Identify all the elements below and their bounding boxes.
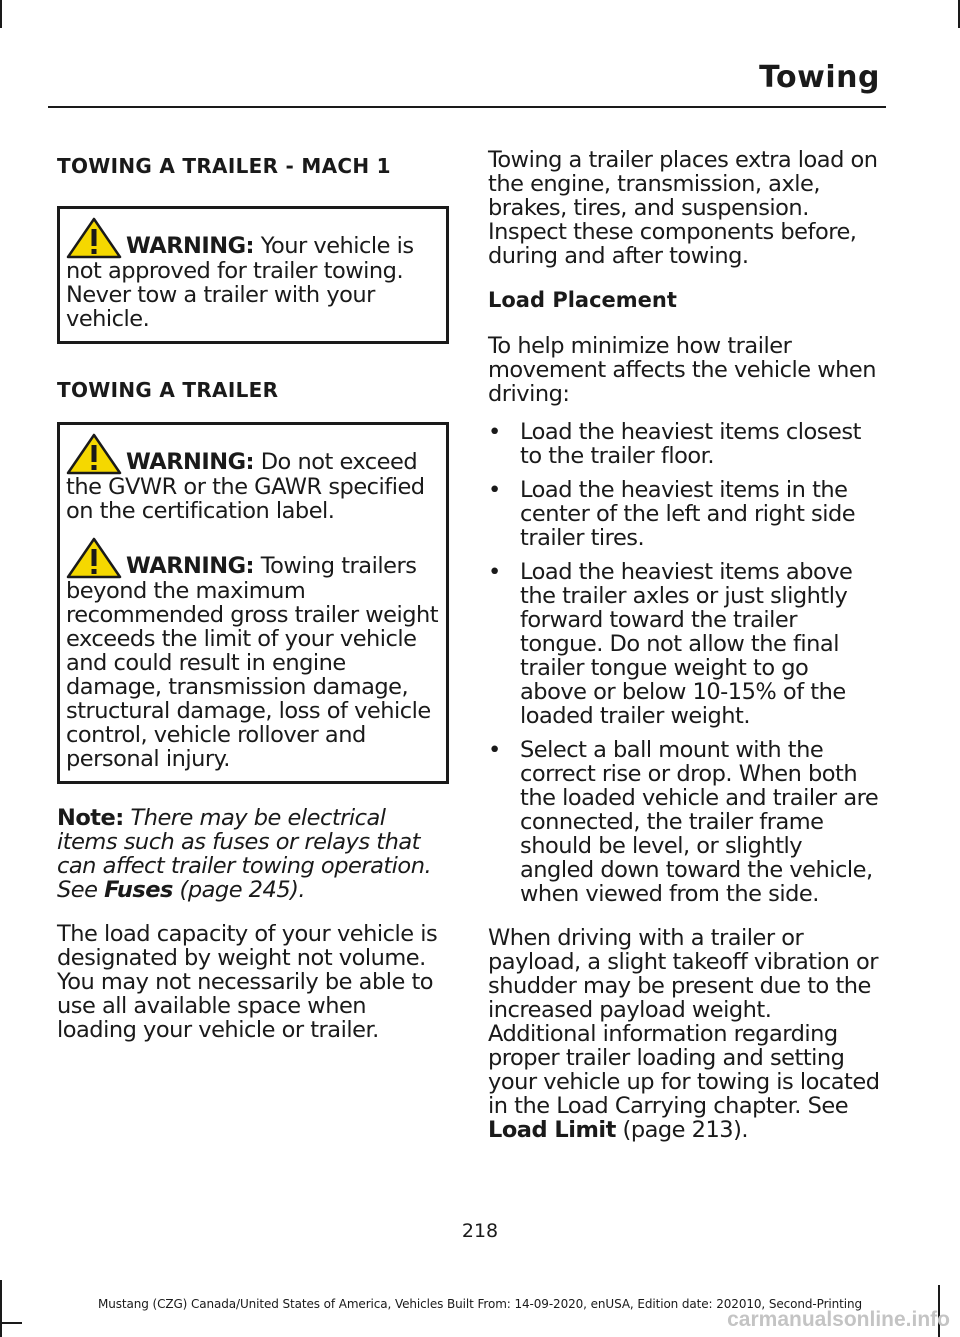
footer-edition-info: Mustang (CZG) Canada/United States of America, Vehicles Built From: 14-09-2020, enUSA, Edition date: 202010, Second-Printing <box>97 1297 863 1311</box>
list-item-text: Select a ball mount with the correct rise or drop. When both the loaded vehicle and trailer are connected, the trailer frame should be level, or slightly angled down toward the vehicle, when viewed from the side. <box>520 737 879 907</box>
list-item <box>488 738 880 906</box>
warning-box-towing <box>57 422 449 784</box>
page-number: 218 <box>461 1220 499 1242</box>
page-header-title: Towing <box>759 60 880 95</box>
warning-triangle-icon <box>66 537 122 579</box>
warning-text: Towing trailers beyond the maximum recommended gross trailer weight exceeds the limit of your vehicle and could result in engine damage, transmission damage, structural damage, loss of vehicle control, vehicle rollover and personal injury. <box>66 553 439 772</box>
bullet-icon: • <box>488 419 501 445</box>
warning-text: Your vehicle is not approved for trailer towing. Never tow a trailer with your vehicle. <box>66 233 414 332</box>
list-item-text: Load the heaviest items in the center of the left and right side trailer tires. <box>520 477 856 551</box>
warning-label: WARNING: <box>126 553 255 579</box>
crop-mark-bottom-left-h <box>0 1322 22 1324</box>
list-item-text: Load the heaviest items closest to the trailer floor. <box>520 419 861 469</box>
bullet-icon: • <box>488 559 501 585</box>
left-column <box>57 148 449 1062</box>
warning-triangle-icon <box>66 217 122 259</box>
warning-label: WARNING: <box>126 449 255 475</box>
note-label: Note: <box>57 805 124 831</box>
intro-paragraph: Towing a trailer places extra load on the engine, transmission, axle, brakes, tires, and suspension. Inspect these components before, during and after towing. <box>488 147 878 269</box>
bullet-icon: • <box>488 737 501 763</box>
heading-towing-mach1: TOWING A TRAILER - MACH 1 <box>57 154 391 178</box>
note-text: There may be electrical items such as fuses or relays that can affect trailer towing operation. See <box>57 805 432 903</box>
heading-towing-trailer: TOWING A TRAILER <box>57 378 279 402</box>
list-item <box>488 478 880 550</box>
heading-load-placement: Load Placement <box>488 288 677 312</box>
warning-triangle-icon <box>66 433 122 475</box>
warning-text: Do not exceed the GVWR or the GAWR specified on the certification label. <box>66 449 425 524</box>
crop-mark-top-left <box>0 0 2 28</box>
right-column <box>488 148 880 1162</box>
fuses-link[interactable]: Fuses <box>104 877 173 903</box>
note-page-ref: (page 245). <box>172 877 306 903</box>
note-fuses <box>57 806 449 902</box>
watermark: carmanualsonline.info <box>727 1308 950 1331</box>
list-item <box>488 560 880 728</box>
closing-page-ref: (page 213). <box>615 1117 749 1143</box>
crop-mark-top-right <box>958 0 960 28</box>
closing-paragraph <box>488 926 880 1142</box>
header-divider <box>48 106 886 108</box>
load-placement-lead: To help minimize how trailer movement affects the vehicle when driving: <box>488 333 877 407</box>
warning-label: WARNING: <box>126 233 255 259</box>
warning-max-weight <box>66 537 440 771</box>
list-item-text: Load the heaviest items above the trailer axles or just slightly forward toward the trailer tongue. Do not allow the final trailer tongue weight to go above or below 10-15% of the loaded trailer weight. <box>520 559 853 729</box>
warning-gvwr <box>66 433 440 523</box>
list-item <box>488 420 880 468</box>
warning-not-approved <box>66 217 440 331</box>
load-limit-link[interactable]: Load Limit <box>488 1117 616 1143</box>
load-capacity-paragraph: The load capacity of your vehicle is designated by weight not volume. You may not necessarily be able to use all available space when loading your vehicle or trailer. <box>57 921 438 1043</box>
bullet-icon: • <box>488 477 501 503</box>
warning-box-mach1 <box>57 206 449 344</box>
closing-text: When driving with a trailer or payload, a slight takeoff vibration or shudder may be present due to the increased payload weight. Additional information regarding proper trailer loading and setting your vehicle up for towing is located in the Load Carrying chapter. See <box>488 925 880 1119</box>
load-placement-list <box>488 420 880 906</box>
